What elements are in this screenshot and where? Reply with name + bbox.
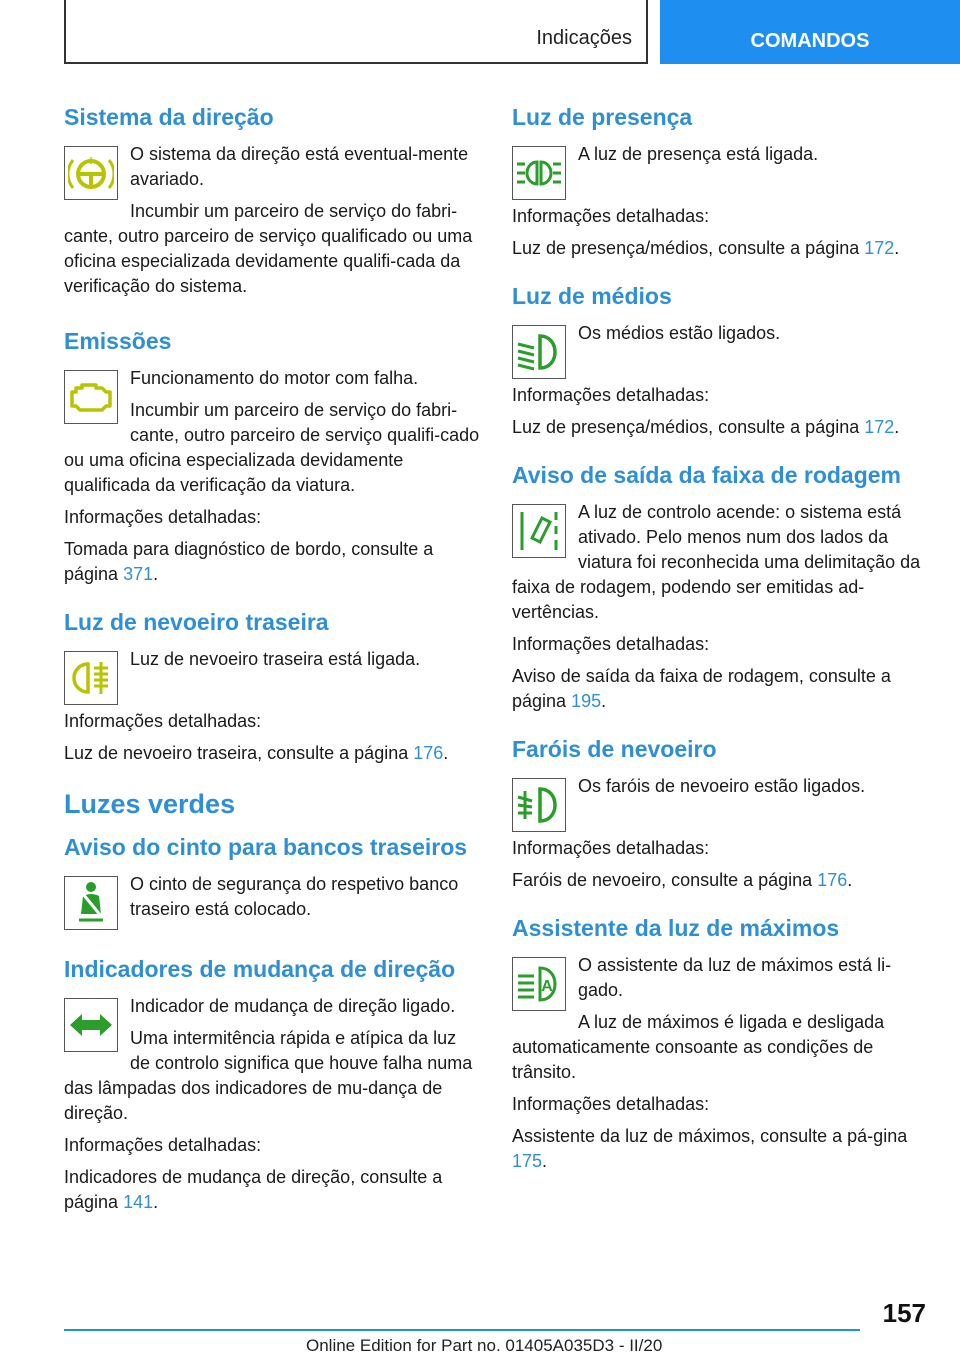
- paragraph: O assistente da luz de máximos está li-gado.: [578, 955, 892, 1000]
- section-faixa-rodagem: [512, 458, 924, 714]
- section-title: Indicadores de mudança de direção: [64, 956, 456, 982]
- details-reference: Indicadores de mudança de direção, consulte a página 141.: [64, 1167, 443, 1212]
- page-link[interactable]: 371: [123, 564, 154, 584]
- paragraph: Incumbir um parceiro de serviço do fabri-cante, outro parceiro de serviço qualificado ou uma oficina especializada devidamente qualifi-cada da verificação do sistema.: [64, 201, 473, 296]
- details-label: Informações detalhadas:: [512, 838, 710, 858]
- header-section-title: Indicações: [536, 27, 632, 49]
- reference-text: Luz de presença/médios, consulte a página: [512, 417, 860, 437]
- details-reference: Aviso de saída da faixa de rodagem, consulte a página 195.: [512, 666, 891, 711]
- right-column: [512, 100, 924, 1192]
- reference-text: Aviso de saída da faixa de rodagem, consulte a página: [512, 666, 891, 711]
- reference-text: Tomada para diagnóstico de bordo, consulte a página: [64, 539, 434, 584]
- page-link[interactable]: 172: [864, 238, 895, 258]
- page-link[interactable]: 176: [817, 870, 848, 890]
- page-number: 157: [882, 1298, 926, 1328]
- steering-warning-icon: [64, 146, 118, 200]
- paragraph: Os médios estão ligados.: [578, 323, 781, 343]
- section-title: Faróis de nevoeiro: [512, 736, 717, 762]
- reference-text: Luz de nevoeiro traseira, consulte a página: [64, 743, 409, 763]
- details-label: Informações detalhadas:: [512, 1094, 710, 1114]
- section-title: Aviso do cinto para bancos traseiros: [64, 834, 468, 860]
- details-label: Informações detalhadas:: [64, 711, 262, 731]
- rear-fog-light-icon: [64, 651, 118, 705]
- section-indicadores: [64, 952, 480, 1215]
- paragraph: A luz de máximos é ligada e desligada automaticamente consoante as condições de trânsito.: [512, 1012, 885, 1082]
- chapter-title: Luzes verdes: [64, 789, 236, 819]
- section-title: Aviso de saída da faixa de rodagem: [512, 462, 902, 488]
- reference-text: Luz de presença/médios, consulte a página: [512, 238, 860, 258]
- paragraph: A luz de controlo acende: o sistema está ativado. Pelo menos num dos lados da viatura foi reconhecida uma delimitação da faixa de rodagem, podendo ser emitidas ad-vertências.: [512, 502, 921, 622]
- section-luz-presenca: [512, 100, 924, 261]
- section-emissoes: [64, 324, 480, 587]
- details-reference: Assistente da luz de máximos, consulte a pá-gina 175.: [512, 1126, 908, 1171]
- paragraph: O cinto de segurança do respetivo banco traseiro está colocado.: [130, 874, 459, 919]
- section-luz-medios: [512, 279, 924, 440]
- left-column: [64, 100, 480, 1233]
- header-tab-comandos[interactable]: [660, 0, 960, 64]
- high-beam-assist-icon: [512, 957, 566, 1011]
- paragraph: O sistema da direção está eventual-mente avariado.: [130, 144, 469, 189]
- page-link[interactable]: 172: [864, 417, 895, 437]
- svg-text:A: A: [541, 978, 553, 995]
- section-nevoeiro-traseira: [64, 605, 480, 766]
- section-title: Emissões: [64, 328, 172, 354]
- page-link[interactable]: 176: [413, 743, 444, 763]
- section-title: Luz de presença: [512, 104, 693, 130]
- page-link[interactable]: 175: [512, 1151, 543, 1171]
- section-assistente-maximos: [512, 911, 924, 1174]
- front-fog-light-icon: [512, 778, 566, 832]
- paragraph: Uma intermitência rápida e atípica da luz de controlo significa que houve falha numa das lâmpadas dos indicadores de mu-dança de direção.: [64, 1028, 473, 1123]
- section-title: Luz de nevoeiro traseira: [64, 609, 329, 635]
- paragraph: Incumbir um parceiro de serviço do fabri-cante, outro parceiro de serviço qualifi-cado ou uma oficina especializada devidamente qualificada da verificação da viatura.: [64, 400, 480, 495]
- details-reference: Luz de presença/médios, consulte a página 172.: [512, 238, 900, 258]
- page-link[interactable]: 141: [123, 1192, 154, 1212]
- section-title: Assistente da luz de máximos: [512, 915, 840, 941]
- paragraph: Indicador de mudança de direção ligado.: [130, 996, 456, 1016]
- details-label: Informações detalhadas:: [64, 1135, 262, 1155]
- low-beam-icon: [512, 325, 566, 379]
- section-farois-nevoeiro: [512, 732, 924, 893]
- seatbelt-icon: [64, 876, 118, 930]
- details-label: Informações detalhadas:: [512, 634, 710, 654]
- header-tab-label: COMANDOS: [750, 30, 870, 52]
- details-reference: Luz de presença/médios, consulte a página 172.: [512, 417, 900, 437]
- parking-light-icon: [512, 146, 566, 200]
- header-frame: [64, 0, 648, 64]
- section-sistema-direcao: [64, 100, 480, 306]
- edition-note: Online Edition for Part no. 01405A035D3 - II/20: [306, 1336, 663, 1355]
- details-reference: Faróis de nevoeiro, consulte a página 176.: [512, 870, 853, 890]
- paragraph: Luz de nevoeiro traseira está ligada.: [130, 649, 421, 669]
- details-label: Informações detalhadas:: [512, 206, 710, 226]
- reference-text: Indicadores de mudança de direção, consulte a página: [64, 1167, 443, 1212]
- engine-check-icon: [64, 370, 118, 424]
- footer-divider: [64, 1329, 860, 1331]
- reference-text: Assistente da luz de máximos, consulte a pá-gina: [512, 1126, 908, 1146]
- paragraph: Os faróis de nevoeiro estão ligados.: [578, 776, 866, 796]
- reference-text: Faróis de nevoeiro, consulte a página: [512, 870, 813, 890]
- details-label: Informações detalhadas:: [512, 385, 710, 405]
- page-link[interactable]: 195: [571, 691, 602, 711]
- section-title: Sistema da direção: [64, 104, 274, 130]
- details-reference: Luz de nevoeiro traseira, consulte a página 176.: [64, 743, 449, 763]
- section-title: Luz de médios: [512, 283, 672, 309]
- details-label: Informações detalhadas:: [64, 507, 262, 527]
- lane-departure-icon: [512, 504, 566, 558]
- paragraph: A luz de presença está ligada.: [578, 144, 819, 164]
- section-cinto: [64, 830, 480, 934]
- details-reference: Tomada para diagnóstico de bordo, consulte a página 371.: [64, 539, 434, 584]
- paragraph: Funcionamento do motor com falha.: [130, 368, 419, 388]
- svg-text:!: !: [89, 156, 93, 167]
- turn-signal-icon: [64, 998, 118, 1052]
